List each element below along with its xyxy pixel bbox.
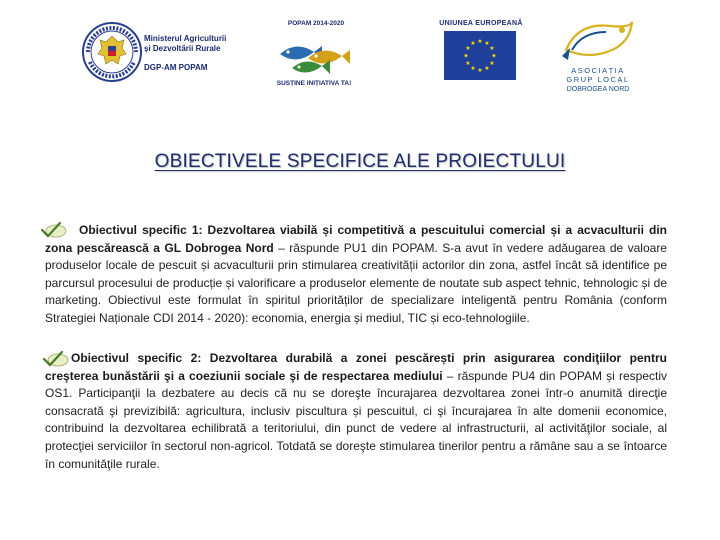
gal-label: [558, 66, 638, 94]
ministry-line1: Ministerul Agriculturii: [144, 34, 227, 43]
svg-text:★: ★: [484, 65, 490, 72]
dgp-label: DGP-AM POPAM: [144, 63, 208, 72]
svg-text:★: ★: [470, 40, 476, 47]
svg-text:★: ★: [489, 45, 495, 52]
svg-text:★: ★: [465, 60, 471, 67]
objective-1-text: – răspunde PU1 din POPAM. S-a avut în vedere adăugarea de valoare produselor locale de pescuit și acvaculturii prin stimularea creativității actorilor din zona, astfel încât să identifice pe parcursul procesului de producție și valorificare a produselor elemente de noutate sub aspect tehnic, tehnologic și de marketing. Obiectivul este formulat în spiritul priorităților de specializare inteligentă pentru România (conform Strategiei Naționale CDI 2014 - 2020): economia, energia și mediul, TIC și eco-tehnologiile.: [45, 240, 667, 325]
page-title: OBIECTIVELE SPECIFICE ALE PROIECTULUI: [154, 151, 566, 172]
svg-text:★: ★: [489, 60, 495, 67]
svg-text:★: ★: [463, 52, 469, 60]
gal-line1: ASOCIAȚIA: [571, 66, 625, 75]
popam-slogan: SUSȚINE INIȚIATIVA TA!: [276, 80, 352, 87]
svg-text:★: ★: [477, 67, 483, 74]
gal-line2: GRUP LOCAL: [566, 75, 630, 84]
eu-title: UNIUNEA EUROPEANĂ: [439, 20, 523, 27]
government-emblem-icon: [82, 18, 142, 86]
objective-1-paragraph: [45, 222, 667, 328]
ministry-line2: și Dezvoltării Rurale: [144, 44, 221, 53]
svg-text:★: ★: [491, 52, 497, 60]
ministry-label: [144, 34, 244, 73]
logo-header: [0, 0, 720, 120]
objective-2-text: – răspunde PU4 din POPAM și respectiv OS1. Participanţii la dezbatere au decis că nu se doreşte încurajarea dezvoltarea zonei într-o anumită direcţie consacrată şi previzibilă: agricultura, inclusiv piscultura și pescuitul, ci şi încurajarea în alte domenii economice, contribuind la dezvoltarea echilibrată a teritoriului, din punct de vedere al infrastructurii, al activităţilor sociale, al protecţiei serviciilor în sectorul non-agricol. Totdată se doreşte stimularea tinerilor pentru a rămâne sau a se întoarce în comunităţile rurale.: [45, 368, 667, 471]
svg-text:★: ★: [484, 40, 490, 47]
svg-text:★: ★: [470, 65, 476, 72]
gal-fish-logo-icon: [560, 16, 636, 66]
objective-1-heading: Obiectivul specific 1: Dezvoltarea viabilă și competitivă a pescuitului comercial și a acvaculturii din zona pescărească a GL Dobrogea Nord: [45, 223, 667, 255]
svg-text:★: ★: [477, 38, 483, 45]
objective-2-paragraph: [45, 350, 667, 473]
popam-title: POPAM 2014-2020: [287, 20, 345, 27]
objective-2-heading: Obiectivul specific 2: Dezvoltarea durabilă a zonei pescărești prin asigurarea condiţiilor pentru creşterea bunăstării şi a coeziunii sociale şi de respectarea mediului: [45, 351, 667, 383]
svg-text:★: ★: [465, 45, 471, 52]
gal-line3: DOBROGEA NORD: [566, 86, 630, 93]
eu-flag-icon: [444, 31, 516, 80]
